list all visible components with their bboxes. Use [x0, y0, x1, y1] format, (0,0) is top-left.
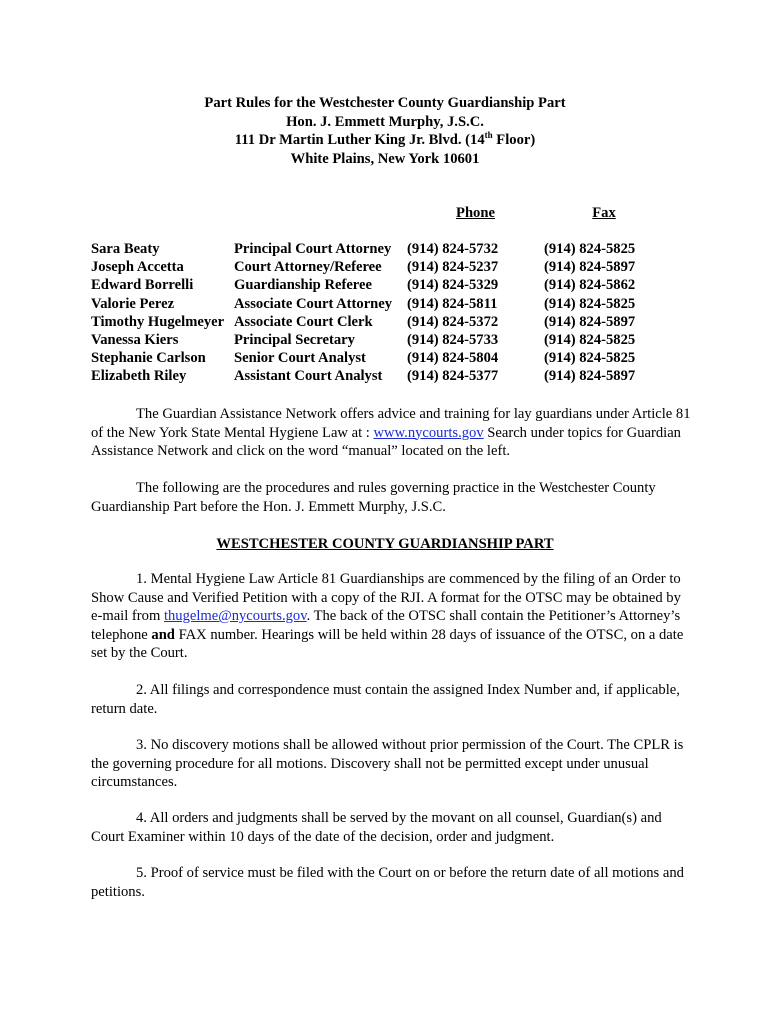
rule-3-text: 3. No discovery motions shall be allowed without prior permission of the Court. The CPLR is the governing procedure for all motions. Discovery shall not be permitted except under unusual circumstances. [91, 737, 684, 790]
gan-text-after: Search under topics for Guardian Assistance Network and click on the word “manual” located on the left. [91, 424, 681, 459]
header-address-sup: th [484, 130, 493, 141]
contact-title: Assistant Court Analyst [234, 368, 383, 385]
email-link[interactable]: thugelme@nycourts.gov [163, 608, 307, 624]
contact-title: Associate Court Clerk [234, 313, 373, 330]
contacts-header-name [91, 204, 234, 240]
rule-1-text-mid: . The back of the OTSC shall contain the Petitioner’s Attorney’s telephone [91, 608, 681, 643]
rule-1-text-end: FAX number. Hearings will be held within 28 days of issuance of the OTSC, on a date set by the Court. [91, 626, 684, 661]
contact-phone: (914) 824-5732 [407, 241, 499, 257]
contact-fax: (914) 824-5825 [544, 332, 636, 349]
contact-phone: (914) 824-5377 [407, 368, 499, 385]
contact-phone: (914) 824-5372 [407, 313, 499, 330]
nycourts-link[interactable]: www.nycourts.gov [373, 424, 484, 441]
contact-fax: (914) 824-5825 [544, 241, 636, 257]
contact-name: Edward Borrelli [91, 277, 194, 294]
rule-5 [91, 864, 691, 901]
contact-row [91, 349, 664, 367]
contact-fax: (914) 824-5897 [544, 259, 636, 276]
contact-phone: (914) 824-5237 [407, 259, 499, 276]
contacts-body [91, 240, 664, 386]
contact-name: Valorie Perez [91, 295, 175, 312]
contact-name: Elizabeth Riley [91, 368, 187, 385]
contact-title: Court Attorney/Referee [234, 259, 382, 276]
contact-fax: (914) 824-5897 [544, 368, 636, 385]
rule-4 [91, 809, 691, 846]
header-judge: Hon. J. Emmett Murphy, J.S.C. [286, 113, 484, 130]
gan-text: The Guardian Assistance Network offers advice and training for lay guardians under Article 81 of the New York State Mental Hygiene Law at : [91, 406, 691, 441]
header-city: White Plains, New York 10601 [290, 150, 480, 167]
contact-title: Senior Court Analyst [234, 350, 366, 367]
rule-2-text: 2. All filings and correspondence must contain the assigned Index Number and, if applicable, return date. [91, 682, 680, 717]
contact-phone: (914) 824-5733 [407, 332, 499, 349]
rule-1 [91, 570, 691, 663]
contact-fax: (914) 824-5897 [544, 313, 636, 330]
contact-row [91, 240, 664, 258]
contacts-header-phone: Phone [456, 205, 495, 221]
contact-row [91, 367, 664, 385]
contacts-header-row [91, 204, 664, 240]
contact-fax: (914) 824-5825 [544, 350, 636, 367]
contact-row [91, 331, 664, 349]
procedures-text: The following are the procedures and rules governing practice in the Westchester County Guardianship Part before the Hon. J. Emmett Murphy, J.S.C. [91, 480, 656, 515]
contact-phone: (914) 824-5329 [407, 277, 499, 294]
rule-5-text: 5. Proof of service must be filed with the Court on or before the return date of all motions and petitions. [91, 865, 684, 900]
contacts-table [91, 204, 664, 386]
contacts-header-fax: Fax [592, 205, 616, 221]
contact-title: Principal Secretary [234, 332, 355, 349]
header-address [0, 131, 770, 150]
contact-name: Sara Beaty [91, 241, 160, 257]
rule-1-bold: and [151, 626, 175, 643]
contact-name: Joseph Accetta [91, 259, 184, 276]
contact-fax: (914) 824-5862 [544, 277, 636, 294]
contact-row [91, 295, 664, 313]
header-title: Part Rules for the Westchester County Guardianship Part [204, 95, 566, 111]
contact-title: Principal Court Attorney [234, 241, 392, 257]
gan-paragraph [91, 405, 691, 461]
contacts-header-title [234, 204, 407, 240]
rule-3 [91, 736, 691, 792]
contact-name: Stephanie Carlson [91, 350, 206, 367]
contact-phone: (914) 824-5811 [407, 295, 498, 312]
procedures-paragraph [91, 479, 691, 516]
rule-1-text: 1. Mental Hygiene Law Article 81 Guardianships are commenced by the filing of an Order to Show Cause and Verified Petition with a copy of the RJI. A format for the OTSC may be obtained by e-mail from [91, 571, 681, 624]
contact-name: Vanessa Kiers [91, 332, 179, 349]
section-title: WESTCHESTER COUNTY GUARDIANSHIP PART [216, 536, 554, 552]
contact-title: Guardianship Referee [234, 277, 372, 294]
contact-phone: (914) 824-5804 [407, 350, 499, 367]
header-address-floor: Floor) [492, 132, 536, 148]
contact-fax: (914) 824-5825 [544, 295, 636, 312]
rule-2 [91, 681, 691, 718]
rule-4-text: 4. All orders and judgments shall be served by the movant on all counsel, Guardian(s) and Court Examiner within 10 days of the date of the decision, order and judgment. [91, 810, 662, 845]
contact-row [91, 313, 664, 331]
contact-row [91, 258, 664, 276]
contact-title: Associate Court Attorney [234, 295, 393, 312]
header-address-text: 111 Dr Martin Luther King Jr. Blvd. (14 [234, 132, 485, 148]
contact-name: Timothy Hugelmeyer [91, 313, 225, 330]
contact-row [91, 276, 664, 294]
document-header [0, 94, 770, 168]
